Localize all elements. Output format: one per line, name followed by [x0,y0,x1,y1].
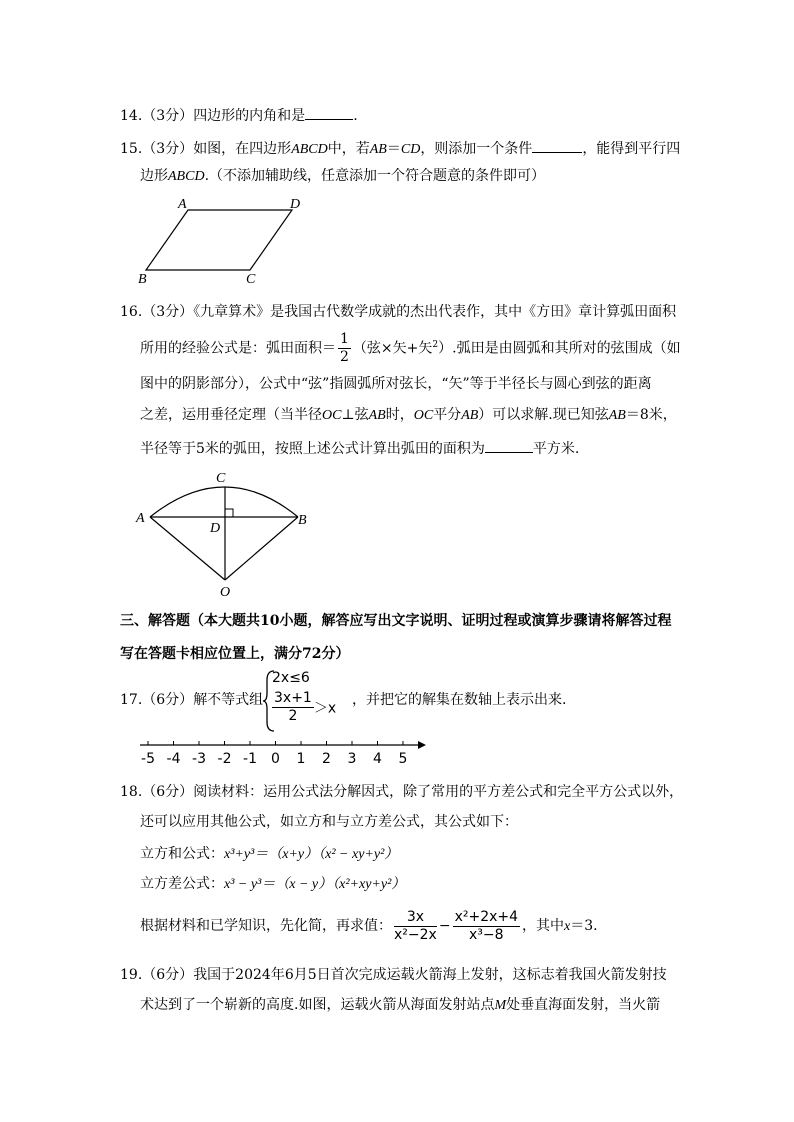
q16-answer-blank[interactable] [485,438,533,453]
q14-end: . [353,108,358,124]
label-b: B [138,272,147,287]
question-18-sum-formula [140,845,398,864]
q18-sum-label: 立方和公式： [140,846,224,862]
label-a: A [178,197,187,212]
number-line-tick-label: 3 [347,751,357,767]
question-18-diff-formula [140,875,405,894]
parallelogram-shape [146,210,292,270]
question-17 [120,691,263,709]
q16-number: 16. [120,304,143,320]
q14-text: 四边形的内角和是 [193,108,306,124]
number-line-tick-label: 4 [373,751,382,767]
label-d: D [290,197,301,212]
q17-score: （6分） [142,692,194,708]
q16-line1: 《九章算术》是我国古代数学成就的杰出代表作，其中《方田》章计算弧田面积 [193,304,677,320]
number-line-tick-label: -4 [166,751,181,767]
number-line-tick-label: 2 [322,751,331,767]
q18-diff-label: 立方差公式： [140,876,224,892]
q18-number: 18. [120,784,143,800]
question-18-line1 [120,783,683,801]
q18-line2: 还可以应用其他公式，如立方和与立方差公式，其公式如下： [140,814,518,830]
question-18-line5 [140,906,598,947]
q15-answer-blank[interactable] [532,138,582,153]
q18-f2-den: x³−8 [469,926,504,943]
q15-line2-b: .（不添加辅助线，任意添加一个符合题意的条件即可） [204,168,546,184]
parallelogram-figure [130,190,320,290]
q16-line3: 图中的阴影部分），公式中“弦”指圆弧所对弦长，“矢”等于半径长与圆心到弦的距离 [140,376,652,392]
q16-l4e: ）可以求解.现已知弦 [478,407,609,423]
q18-l5b: ，其中 [522,918,565,934]
question-14 [120,105,358,125]
q19-l2b: 处垂直海面发射，当火箭 [506,997,661,1013]
q19-number: 19. [120,967,143,983]
q18-fraction-1 [394,909,437,944]
q16-frac-den: 2 [340,349,349,366]
question-19-line2 [140,996,660,1015]
q16-l4a: 之差，运用垂径定理（当半径 [140,407,322,423]
question-18-line2 [140,813,518,831]
q19-score: （6分） [142,967,194,983]
q18-minus: − [438,918,451,934]
q17-inequality-2 [272,690,336,725]
q18-f2-num: x²+2x+4 [454,908,519,925]
q15-number: 15. [120,141,143,157]
q18-diff-formula-text: x³ − y³＝（x − y）（x²+xy+y²） [224,877,406,892]
q17-number: 17. [120,692,143,708]
number-line-tick-label: -5 [141,751,155,767]
q15-cd: CD [400,142,421,157]
number-line-tick-label: 5 [398,751,408,767]
q17-text-b: ，并把它的解集在数轴上表示出来. [352,692,567,708]
q17-text-a: 解不等式组 [193,692,264,708]
q16-oc2: OC [413,408,434,423]
q19-m: M [494,998,507,1013]
q18-line1: 阅读材料：运用公式法分解因式，除了常用的平方差公式和完全平方公式以外， [193,784,684,800]
q16-line2-b: （弦×矢+矢 [352,340,433,357]
q15-score: （3分） [142,141,194,157]
q15-abcd: ABCD [291,142,328,157]
q15-text-d: ，能得到平行四 [582,141,681,157]
q18-l5c: ＝3. [570,918,598,934]
label-c: C [216,471,226,486]
q16-score: （3分） [142,304,194,320]
number-line-tick-label: 1 [296,751,306,767]
q18-f1-den: x²−2x [394,926,437,943]
q18-sum-formula-text: x³+y³＝（x+y）（x² − xy+y²） [224,847,399,862]
label-o: O [220,585,231,600]
q16-ab3: AB [608,408,626,423]
arc-field-figure [130,462,330,600]
q14-score: （3分） [142,108,194,124]
section-3-heading-line2 [120,645,349,663]
number-line-tick-label: -1 [243,751,257,767]
q17-frac-den: 2 [288,708,298,724]
q16-ab: AB [368,408,386,423]
question-16-line3 [140,375,652,393]
label-b: B [298,513,307,528]
q17-inequality-1: 2x≤6 [272,670,310,686]
question-16-line1 [120,303,676,321]
q15-ab: AB [369,142,387,157]
q14-number: 14. [120,108,143,124]
right-angle-mark [225,509,233,517]
q16-l5b: 平方米. [532,441,580,457]
q15-line2-a: 边形 [140,168,168,184]
radius-ob [225,517,298,580]
q16-l4d: 平分 [433,407,462,423]
q16-l4f: ＝8米， [625,407,677,423]
q15-text-c: ，则添加一个条件 [420,141,533,157]
q18-l5a: 根据材料和已学知识，先化简，再求值： [140,918,392,934]
q15-line2-abcd: ABCD [168,169,205,184]
number-line-tick-label: -2 [217,751,232,767]
q16-frac-num: 1 [340,331,349,348]
q15-text: 如图，在四边形 [193,141,292,157]
q16-ab2: AB [461,408,479,423]
q18-score: （6分） [142,784,194,800]
q16-line2-c: ）.弧田是由圆弧和其所对的弦围成（如 [438,340,681,357]
label-a: A [136,511,145,526]
question-15-line1 [120,138,680,159]
q15-eq: ＝ [386,141,401,157]
number-line-arrow-icon [418,741,426,749]
q16-sup: 2 [432,340,439,350]
section-3-text-1: 三、解答题（本大题共10小题，解答应写出文字说明、证明过程或演算步骤请将解答过程 [120,613,672,629]
q16-l4c: 时， [385,407,414,423]
q18-f1-num: 3x [394,909,437,927]
q19-l2a: 术达到了一个崭新的高度.如图，运载火箭从海面发射站点 [140,997,495,1013]
label-c: C [246,272,256,287]
section-3-text-2: 写在答题卡相应位置上，满分72分） [120,646,350,662]
question-16-line4 [140,406,677,425]
q17-text-b-wrap [352,691,566,709]
q16-l4b: ⊥弦 [341,407,369,423]
q17-gt-x: ＞x [313,700,337,717]
q16-oc: OC [322,408,342,423]
q16-line2-a: 所用的经验公式是：弧田面积＝ [140,340,336,357]
q14-answer-blank[interactable] [305,105,353,120]
question-16-line2 [140,326,681,368]
q18-fraction-2 [453,909,520,944]
number-line-tick-label: 0 [271,751,280,767]
q18-x: x [564,919,571,934]
q17-fraction [272,690,314,725]
arc [150,487,298,517]
label-d: D [210,521,221,536]
question-19-line1 [120,966,667,984]
q16-fraction [338,331,351,366]
number-line-tick-label: -3 [192,751,206,767]
section-3-heading-line1 [120,612,671,630]
number-line[interactable] [138,735,428,769]
q17-frac-num: 3x+1 [274,690,312,706]
q19-line1: 我国于2024年6月5日首次完成运载火箭海上发射，这标志着我国火箭发射技 [193,967,667,983]
question-16-line5 [140,438,579,458]
q16-l5a: 半径等于5米的弧田，按照上述公式计算出弧田的面积为 [140,441,485,457]
question-15-line2 [140,167,545,186]
q15-text-b: 中，若 [327,141,370,157]
